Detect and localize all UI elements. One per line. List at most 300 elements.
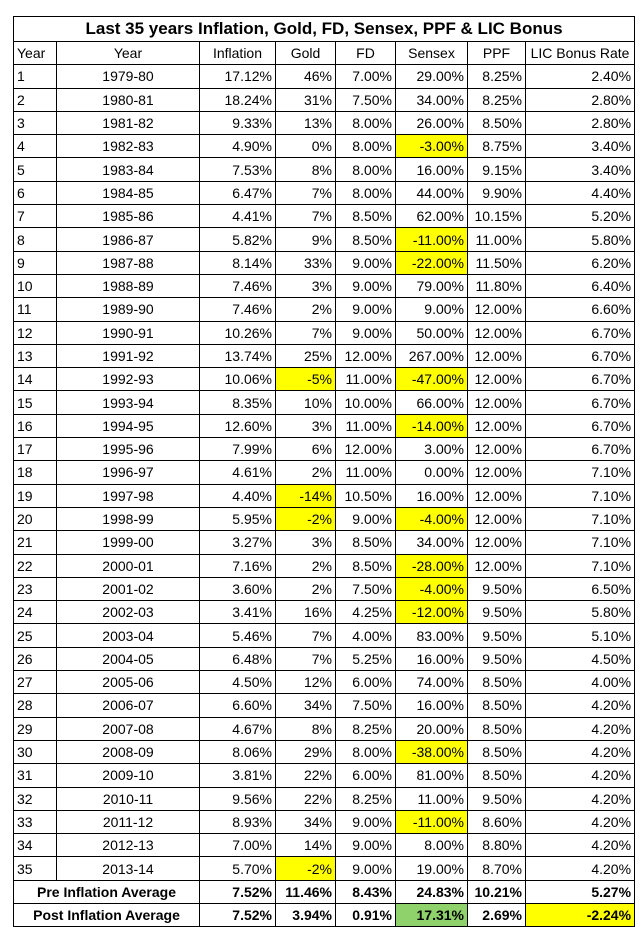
cell-fd: 7.50%: [336, 694, 396, 717]
cell-inflation: 5.95%: [200, 507, 276, 530]
cell-inflation: 8.06%: [200, 740, 276, 763]
cell-fd: 6.00%: [336, 764, 396, 787]
cell-index: 13: [14, 344, 57, 367]
cell-sensex: 66.00%: [396, 391, 468, 414]
cell-sensex: 11.00%: [396, 787, 468, 810]
cell-year: 1982-83: [57, 135, 200, 158]
cell-year: 1985-86: [57, 205, 200, 228]
cell-inflation: 6.60%: [200, 694, 276, 717]
cell-inflation: 3.27%: [200, 531, 276, 554]
cell-ppf: 12.00%: [468, 414, 526, 437]
post-average-gold: 3.94%: [276, 903, 336, 926]
cell-gold: 7%: [276, 205, 336, 228]
cell-ppf: 12.00%: [468, 368, 526, 391]
table-row: [14, 135, 635, 158]
cell-sensex: 16.00%: [396, 484, 468, 507]
header-inflation: Inflation: [200, 42, 276, 65]
cell-fd: 9.00%: [336, 274, 396, 297]
cell-year: 2004-05: [57, 647, 200, 670]
table-row: [14, 740, 635, 763]
cell-ppf: 8.50%: [468, 111, 526, 134]
table-row: [14, 507, 635, 530]
table-row: [14, 298, 635, 321]
cell-inflation: 4.67%: [200, 717, 276, 740]
cell-ppf: 12.00%: [468, 531, 526, 554]
cell-gold: 2%: [276, 554, 336, 577]
cell-inflation: 7.00%: [200, 834, 276, 857]
cell-index: 29: [14, 717, 57, 740]
cell-sensex: -11.00%: [396, 810, 468, 833]
cell-year: 1980-81: [57, 88, 200, 111]
cell-ppf: 8.70%: [468, 857, 526, 880]
cell-gold: -2%: [276, 857, 336, 880]
cell-sensex: -12.00%: [396, 601, 468, 624]
table-row: [14, 368, 635, 391]
table-title: Last 35 years Inflation, Gold, FD, Sensex, PPF & LIC Bonus: [14, 17, 635, 42]
cell-gold: 29%: [276, 740, 336, 763]
cell-sensex: 20.00%: [396, 717, 468, 740]
cell-lic-bonus-rate: 2.80%: [526, 88, 635, 111]
cell-index: 33: [14, 810, 57, 833]
cell-fd: 4.00%: [336, 624, 396, 647]
table-row: [14, 274, 635, 297]
cell-lic-bonus-rate: 4.20%: [526, 787, 635, 810]
table-row: [14, 344, 635, 367]
cell-year: 2012-13: [57, 834, 200, 857]
cell-index: 15: [14, 391, 57, 414]
cell-gold: 12%: [276, 671, 336, 694]
table-row: [14, 414, 635, 437]
cell-fd: 12.00%: [336, 344, 396, 367]
pre-average-label: Pre Inflation Average: [14, 880, 200, 903]
table-row: [14, 158, 635, 181]
cell-ppf: 9.50%: [468, 577, 526, 600]
cell-inflation: 5.82%: [200, 228, 276, 251]
header-ppf: PPF: [468, 42, 526, 65]
cell-fd: 9.00%: [336, 857, 396, 880]
post-average-sensex: 17.31%: [396, 903, 468, 926]
table-row: [14, 438, 635, 461]
cell-index: 7: [14, 205, 57, 228]
cell-lic-bonus-rate: 7.10%: [526, 554, 635, 577]
cell-year: 1991-92: [57, 344, 200, 367]
cell-ppf: 11.80%: [468, 274, 526, 297]
cell-inflation: 4.61%: [200, 461, 276, 484]
cell-lic-bonus-rate: 6.40%: [526, 274, 635, 297]
cell-ppf: 9.50%: [468, 601, 526, 624]
cell-gold: 22%: [276, 764, 336, 787]
cell-fd: 8.50%: [336, 205, 396, 228]
cell-fd: 8.00%: [336, 135, 396, 158]
cell-inflation: 17.12%: [200, 65, 276, 88]
table-row: [14, 484, 635, 507]
cell-gold: -14%: [276, 484, 336, 507]
cell-ppf: 12.00%: [468, 344, 526, 367]
cell-index: 4: [14, 135, 57, 158]
header-year: Year: [57, 42, 200, 65]
cell-ppf: 12.00%: [468, 461, 526, 484]
cell-gold: 16%: [276, 601, 336, 624]
cell-index: 25: [14, 624, 57, 647]
cell-gold: 6%: [276, 438, 336, 461]
cell-gold: 33%: [276, 251, 336, 274]
cell-fd: 4.25%: [336, 601, 396, 624]
cell-inflation: 10.06%: [200, 368, 276, 391]
cell-index: 21: [14, 531, 57, 554]
cell-fd: 8.25%: [336, 787, 396, 810]
cell-year: 2006-07: [57, 694, 200, 717]
pre-average-lic: 5.27%: [526, 880, 635, 903]
returns-table: [13, 16, 635, 927]
cell-inflation: 7.46%: [200, 298, 276, 321]
cell-sensex: 19.00%: [396, 857, 468, 880]
cell-lic-bonus-rate: 6.70%: [526, 438, 635, 461]
cell-sensex: 16.00%: [396, 694, 468, 717]
table-row: [14, 834, 635, 857]
cell-fd: 8.00%: [336, 111, 396, 134]
cell-ppf: 8.50%: [468, 740, 526, 763]
cell-year: 1992-93: [57, 368, 200, 391]
cell-index: 35: [14, 857, 57, 880]
cell-lic-bonus-rate: 4.00%: [526, 671, 635, 694]
cell-year: 2013-14: [57, 857, 200, 880]
cell-year: 1981-82: [57, 111, 200, 134]
cell-fd: 7.50%: [336, 577, 396, 600]
cell-ppf: 8.25%: [468, 88, 526, 111]
table-row: [14, 601, 635, 624]
cell-year: 2002-03: [57, 601, 200, 624]
cell-inflation: 4.50%: [200, 671, 276, 694]
cell-sensex: -11.00%: [396, 228, 468, 251]
cell-year: 2003-04: [57, 624, 200, 647]
cell-year: 2008-09: [57, 740, 200, 763]
cell-year: 2011-12: [57, 810, 200, 833]
cell-lic-bonus-rate: 6.70%: [526, 321, 635, 344]
header-gold: Gold: [276, 42, 336, 65]
cell-lic-bonus-rate: 5.20%: [526, 205, 635, 228]
cell-year: 1987-88: [57, 251, 200, 274]
cell-fd: 11.00%: [336, 461, 396, 484]
cell-year: 1996-97: [57, 461, 200, 484]
cell-sensex: -4.00%: [396, 577, 468, 600]
cell-fd: 7.50%: [336, 88, 396, 111]
cell-ppf: 9.15%: [468, 158, 526, 181]
cell-year: 1994-95: [57, 414, 200, 437]
cell-ppf: 12.00%: [468, 507, 526, 530]
table-row: [14, 391, 635, 414]
cell-inflation: 9.56%: [200, 787, 276, 810]
cell-index: 26: [14, 647, 57, 670]
cell-ppf: 12.00%: [468, 321, 526, 344]
cell-gold: 7%: [276, 647, 336, 670]
table-row: [14, 810, 635, 833]
cell-gold: 2%: [276, 577, 336, 600]
cell-gold: 7%: [276, 181, 336, 204]
table-row: [14, 647, 635, 670]
cell-lic-bonus-rate: 6.70%: [526, 344, 635, 367]
cell-lic-bonus-rate: 4.20%: [526, 834, 635, 857]
cell-year: 2007-08: [57, 717, 200, 740]
table-row: [14, 857, 635, 880]
cell-index: 1: [14, 65, 57, 88]
cell-ppf: 12.00%: [468, 438, 526, 461]
cell-ppf: 9.50%: [468, 647, 526, 670]
cell-lic-bonus-rate: 4.50%: [526, 647, 635, 670]
cell-fd: 8.25%: [336, 717, 396, 740]
table-row: [14, 624, 635, 647]
cell-fd: 9.00%: [336, 251, 396, 274]
cell-ppf: 10.15%: [468, 205, 526, 228]
cell-year: 1998-99: [57, 507, 200, 530]
cell-lic-bonus-rate: 5.80%: [526, 601, 635, 624]
cell-lic-bonus-rate: 2.40%: [526, 65, 635, 88]
cell-fd: 11.00%: [336, 414, 396, 437]
cell-inflation: 6.47%: [200, 181, 276, 204]
cell-year: 1979-80: [57, 65, 200, 88]
cell-sensex: 83.00%: [396, 624, 468, 647]
cell-fd: 8.50%: [336, 554, 396, 577]
cell-sensex: 267.00%: [396, 344, 468, 367]
cell-gold: 31%: [276, 88, 336, 111]
cell-ppf: 11.50%: [468, 251, 526, 274]
table-row: [14, 787, 635, 810]
cell-year: 1997-98: [57, 484, 200, 507]
post-average-ppf: 2.69%: [468, 903, 526, 926]
cell-fd: 8.50%: [336, 228, 396, 251]
cell-ppf: 8.75%: [468, 135, 526, 158]
cell-sensex: -14.00%: [396, 414, 468, 437]
table-row: [14, 88, 635, 111]
cell-year: 1990-91: [57, 321, 200, 344]
cell-fd: 10.50%: [336, 484, 396, 507]
cell-sensex: 34.00%: [396, 88, 468, 111]
cell-gold: 3%: [276, 414, 336, 437]
cell-lic-bonus-rate: 6.70%: [526, 368, 635, 391]
cell-sensex: -47.00%: [396, 368, 468, 391]
table-body: [14, 65, 635, 880]
cell-index: 11: [14, 298, 57, 321]
cell-lic-bonus-rate: 4.20%: [526, 740, 635, 763]
header-fd: FD: [336, 42, 396, 65]
header-row: [14, 42, 635, 65]
cell-inflation: 3.41%: [200, 601, 276, 624]
cell-sensex: 44.00%: [396, 181, 468, 204]
cell-index: 17: [14, 438, 57, 461]
cell-lic-bonus-rate: 7.10%: [526, 531, 635, 554]
cell-fd: 9.00%: [336, 810, 396, 833]
cell-gold: 7%: [276, 321, 336, 344]
header-lic-bonus-rate: LIC Bonus Rate: [526, 42, 635, 65]
cell-year: 1995-96: [57, 438, 200, 461]
cell-sensex: -4.00%: [396, 507, 468, 530]
cell-sensex: 79.00%: [396, 274, 468, 297]
cell-index: 12: [14, 321, 57, 344]
cell-index: 31: [14, 764, 57, 787]
cell-ppf: 12.00%: [468, 554, 526, 577]
cell-sensex: 50.00%: [396, 321, 468, 344]
cell-index: 10: [14, 274, 57, 297]
cell-index: 20: [14, 507, 57, 530]
cell-ppf: 8.50%: [468, 694, 526, 717]
cell-lic-bonus-rate: 5.10%: [526, 624, 635, 647]
cell-year: 2009-10: [57, 764, 200, 787]
cell-gold: 13%: [276, 111, 336, 134]
cell-sensex: -38.00%: [396, 740, 468, 763]
table-row: [14, 321, 635, 344]
cell-fd: 7.00%: [336, 65, 396, 88]
cell-fd: 9.00%: [336, 321, 396, 344]
cell-ppf: 12.00%: [468, 298, 526, 321]
cell-inflation: 5.46%: [200, 624, 276, 647]
cell-inflation: 4.41%: [200, 205, 276, 228]
cell-year: 2001-02: [57, 577, 200, 600]
cell-gold: 34%: [276, 810, 336, 833]
cell-lic-bonus-rate: 3.40%: [526, 135, 635, 158]
cell-sensex: 29.00%: [396, 65, 468, 88]
cell-inflation: 7.46%: [200, 274, 276, 297]
cell-lic-bonus-rate: 4.20%: [526, 694, 635, 717]
cell-inflation: 6.48%: [200, 647, 276, 670]
cell-sensex: 16.00%: [396, 647, 468, 670]
cell-sensex: 9.00%: [396, 298, 468, 321]
table-row: [14, 65, 635, 88]
cell-index: 5: [14, 158, 57, 181]
cell-sensex: 16.00%: [396, 158, 468, 181]
cell-year: 1988-89: [57, 274, 200, 297]
cell-gold: 7%: [276, 624, 336, 647]
pre-average-fd: 8.43%: [336, 880, 396, 903]
cell-inflation: 8.35%: [200, 391, 276, 414]
cell-gold: 3%: [276, 274, 336, 297]
cell-lic-bonus-rate: 6.60%: [526, 298, 635, 321]
table-row: [14, 764, 635, 787]
cell-sensex: 8.00%: [396, 834, 468, 857]
cell-lic-bonus-rate: 3.40%: [526, 158, 635, 181]
cell-year: 1989-90: [57, 298, 200, 321]
cell-lic-bonus-rate: 4.20%: [526, 857, 635, 880]
table-row: [14, 717, 635, 740]
cell-gold: -2%: [276, 507, 336, 530]
cell-ppf: 9.50%: [468, 624, 526, 647]
cell-gold: 34%: [276, 694, 336, 717]
cell-fd: 8.00%: [336, 181, 396, 204]
cell-fd: 8.00%: [336, 740, 396, 763]
cell-sensex: 26.00%: [396, 111, 468, 134]
cell-inflation: 8.14%: [200, 251, 276, 274]
cell-index: 27: [14, 671, 57, 694]
cell-lic-bonus-rate: 6.20%: [526, 251, 635, 274]
table-row: [14, 554, 635, 577]
cell-lic-bonus-rate: 7.10%: [526, 461, 635, 484]
pre-average-sensex: 24.83%: [396, 880, 468, 903]
cell-lic-bonus-rate: 4.20%: [526, 764, 635, 787]
cell-inflation: 8.93%: [200, 810, 276, 833]
cell-ppf: 8.60%: [468, 810, 526, 833]
cell-inflation: 3.81%: [200, 764, 276, 787]
cell-lic-bonus-rate: 6.70%: [526, 391, 635, 414]
post-average-lic: -2.24%: [526, 903, 635, 926]
cell-index: 34: [14, 834, 57, 857]
cell-sensex: 34.00%: [396, 531, 468, 554]
cell-fd: 5.25%: [336, 647, 396, 670]
cell-sensex: -22.00%: [396, 251, 468, 274]
table-row: [14, 577, 635, 600]
cell-lic-bonus-rate: 4.40%: [526, 181, 635, 204]
cell-fd: 9.00%: [336, 298, 396, 321]
table-row: [14, 251, 635, 274]
cell-fd: 9.00%: [336, 834, 396, 857]
cell-lic-bonus-rate: 4.20%: [526, 717, 635, 740]
cell-fd: 10.00%: [336, 391, 396, 414]
cell-index: 8: [14, 228, 57, 251]
cell-year: 2005-06: [57, 671, 200, 694]
cell-index: 14: [14, 368, 57, 391]
cell-gold: 22%: [276, 787, 336, 810]
returns-table-container: [13, 16, 634, 927]
cell-year: 2010-11: [57, 787, 200, 810]
cell-inflation: 4.90%: [200, 135, 276, 158]
pre-average-gold: 11.46%: [276, 880, 336, 903]
cell-sensex: 62.00%: [396, 205, 468, 228]
cell-ppf: 8.25%: [468, 65, 526, 88]
cell-sensex: 81.00%: [396, 764, 468, 787]
cell-index: 32: [14, 787, 57, 810]
cell-fd: 11.00%: [336, 368, 396, 391]
cell-index: 22: [14, 554, 57, 577]
cell-gold: 9%: [276, 228, 336, 251]
cell-gold: 3%: [276, 531, 336, 554]
cell-sensex: 74.00%: [396, 671, 468, 694]
table-row: [14, 205, 635, 228]
cell-index: 16: [14, 414, 57, 437]
cell-ppf: 8.50%: [468, 764, 526, 787]
cell-ppf: 12.00%: [468, 391, 526, 414]
post-average-label: Post Inflation Average: [14, 903, 200, 926]
cell-lic-bonus-rate: 4.20%: [526, 810, 635, 833]
cell-ppf: 9.50%: [468, 787, 526, 810]
cell-fd: 8.00%: [336, 158, 396, 181]
cell-fd: 12.00%: [336, 438, 396, 461]
table-row: [14, 531, 635, 554]
cell-fd: 6.00%: [336, 671, 396, 694]
table-row: [14, 671, 635, 694]
cell-index: 3: [14, 111, 57, 134]
cell-inflation: 7.53%: [200, 158, 276, 181]
cell-inflation: 9.33%: [200, 111, 276, 134]
cell-ppf: 9.90%: [468, 181, 526, 204]
post-average-fd: 0.91%: [336, 903, 396, 926]
cell-fd: 8.50%: [336, 531, 396, 554]
cell-inflation: 10.26%: [200, 321, 276, 344]
cell-gold: -5%: [276, 368, 336, 391]
cell-ppf: 8.80%: [468, 834, 526, 857]
cell-index: 23: [14, 577, 57, 600]
cell-sensex: -28.00%: [396, 554, 468, 577]
cell-year: 1986-87: [57, 228, 200, 251]
cell-inflation: 12.60%: [200, 414, 276, 437]
table-row: [14, 694, 635, 717]
cell-gold: 14%: [276, 834, 336, 857]
cell-ppf: 11.00%: [468, 228, 526, 251]
cell-index: 19: [14, 484, 57, 507]
cell-sensex: 0.00%: [396, 461, 468, 484]
cell-fd: 9.00%: [336, 507, 396, 530]
cell-lic-bonus-rate: 7.10%: [526, 484, 635, 507]
pre-average-ppf: 10.21%: [468, 880, 526, 903]
cell-index: 2: [14, 88, 57, 111]
pre-inflation-average-row: [14, 880, 635, 903]
title-row: [14, 17, 635, 42]
